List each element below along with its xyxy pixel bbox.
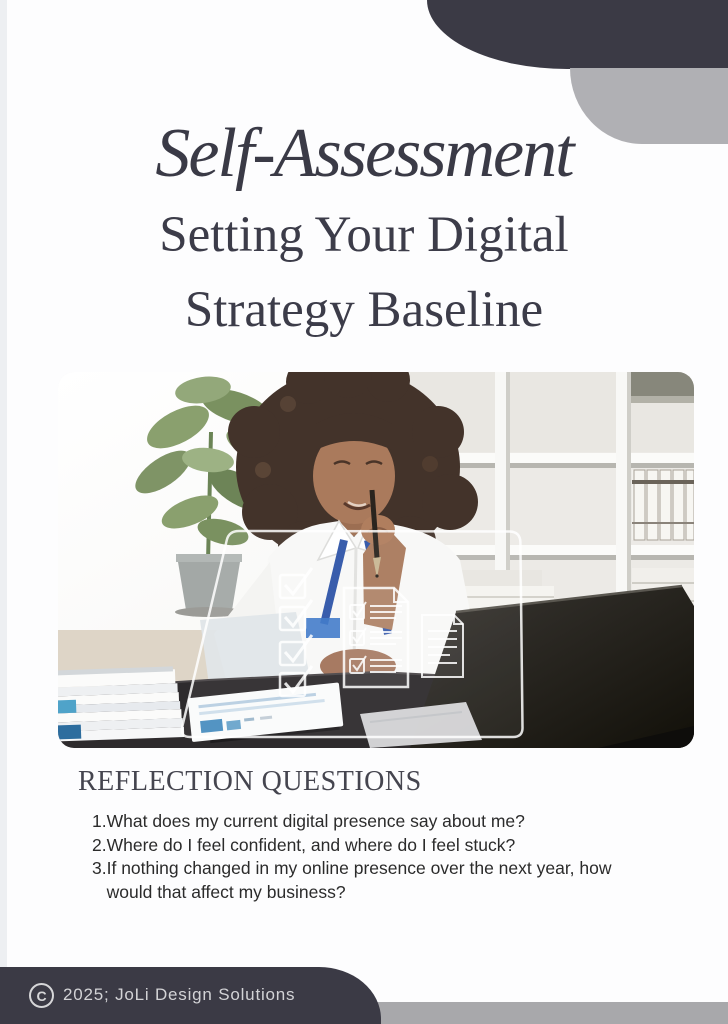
checklist-overlay <box>182 531 523 737</box>
page-title <box>0 198 728 348</box>
question-text: If nothing changed in my online presence over the next year, how would that affect my business? <box>106 858 612 902</box>
question-item-1 <box>92 810 644 834</box>
checklist-document-icon <box>344 588 408 687</box>
page-title-line2: Strategy Baseline <box>184 282 544 338</box>
footer-gray-strip <box>373 1002 728 1024</box>
top-right-dark-shape <box>427 0 728 69</box>
footer-bar <box>0 967 381 1024</box>
page-title-line1: Setting Your Digital <box>159 207 569 263</box>
binders <box>632 470 694 540</box>
reflection-questions-list <box>92 810 644 904</box>
copyright-icon: C <box>29 983 54 1008</box>
question-text: Where do I feel confident, and where do I feel stuck? <box>106 834 516 855</box>
script-title: Self-Assessment <box>155 115 573 192</box>
question-item-3 <box>92 857 644 904</box>
question-item-2 <box>92 834 644 858</box>
question-number: 1. <box>92 811 107 831</box>
document-icon <box>422 615 463 677</box>
footer-copyright-text: 2025; JoLi Design Solutions <box>63 985 296 1004</box>
paper-stack <box>58 666 184 742</box>
question-number: 3. <box>92 858 107 878</box>
reflection-heading: REFLECTION QUESTIONS <box>78 766 422 797</box>
question-number: 2. <box>92 834 107 855</box>
hero-photo <box>58 372 694 748</box>
question-text: What does my current digital presence say about me? <box>106 811 525 831</box>
